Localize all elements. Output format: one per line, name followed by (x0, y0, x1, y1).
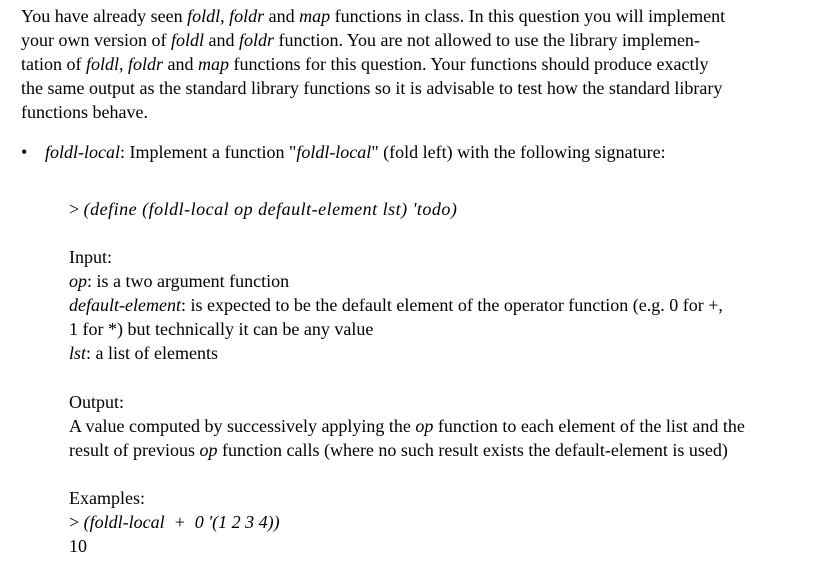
intro-text: the same output as the standard library functions so it is advisable to test how the standard library (21, 78, 723, 98)
intro-text: and (264, 6, 300, 26)
output-line-1 (69, 414, 745, 438)
output-line1-term: op (415, 416, 434, 436)
intro-text: , (119, 54, 129, 74)
example-result: 10 (69, 536, 87, 556)
intro-line (21, 76, 811, 100)
input-item-lst (69, 341, 723, 365)
intro-text: tation of (21, 54, 86, 74)
input-item-default-element (69, 293, 723, 317)
intro-text: function. You are not allowed to use the library implemen- (274, 30, 700, 50)
input-desc-default-element: : is expected to be the default element of the operator function (e.g. 0 for +, (180, 295, 723, 315)
input-item-default-element-cont (69, 317, 723, 341)
signature-prompt: > (69, 199, 84, 219)
intro-function-name: foldl (86, 54, 120, 74)
output-line1-before: A value computed by successively applying the (69, 416, 416, 436)
intro-text: functions in class. In this question you will implement (330, 6, 726, 26)
input-term-default-element: default-element (69, 295, 181, 315)
intro-text: your own version of (21, 30, 171, 50)
examples-section (69, 486, 280, 558)
intro-text: You have already seen (21, 6, 188, 26)
intro-text: and (204, 30, 239, 50)
example-call: (foldl-local + 0 '(1 2 3 4)) (83, 512, 280, 532)
signature-code: (define (foldl-local op default-element lst) 'todo) (83, 199, 458, 219)
bullet-function-name: foldl-local (45, 142, 120, 162)
input-desc-default-element-cont: 1 for *) but technically it can be any value (69, 319, 374, 339)
input-desc-lst: : a list of elements (86, 343, 218, 363)
intro-text: functions behave. (21, 102, 148, 122)
input-section (69, 245, 723, 365)
intro-line (21, 28, 811, 52)
intro-function-name: foldl (170, 30, 204, 50)
intro-line (21, 100, 811, 124)
input-desc-op: : is a two argument function (87, 271, 290, 291)
bullet-dot-icon: • (21, 142, 28, 162)
output-line2-after: function calls (where no such result exists the default-element is used) (217, 440, 728, 460)
bullet-quoted-name: foldl-local (296, 142, 372, 162)
example-prompt: > (69, 512, 84, 532)
output-section (69, 390, 745, 462)
intro-text: functions for this question. Your functions should produce exactly (229, 54, 709, 74)
example-call-line (69, 510, 280, 534)
output-line2-before: result of previous (69, 440, 200, 460)
intro-function-name: foldr (229, 6, 265, 26)
input-item-op (69, 269, 723, 293)
signature-line (69, 197, 457, 221)
output-line1-after: function to each element of the list and the (433, 416, 745, 436)
input-term-lst: lst (69, 343, 87, 363)
input-heading: Input: (69, 247, 112, 267)
bullet-text-after: " (fold left) with the following signature: (371, 142, 666, 162)
intro-text: , (220, 6, 230, 26)
intro-function-name: map (198, 54, 230, 74)
intro-function-name: foldr (239, 30, 275, 50)
bullet-foldl-local (21, 140, 666, 164)
intro-function-name: foldr (128, 54, 164, 74)
intro-line (21, 4, 811, 28)
output-heading: Output: (69, 392, 125, 412)
examples-heading: Examples: (69, 488, 145, 508)
output-line2-term: op (199, 440, 218, 460)
intro-function-name: map (299, 6, 331, 26)
intro-text: and (163, 54, 199, 74)
intro-function-name: foldl (187, 6, 221, 26)
output-line-2 (69, 438, 745, 462)
bullet-text-before: : Implement a function " (120, 142, 297, 162)
intro-line (21, 52, 811, 76)
input-term-op: op (69, 271, 87, 291)
intro-paragraph (21, 4, 811, 124)
